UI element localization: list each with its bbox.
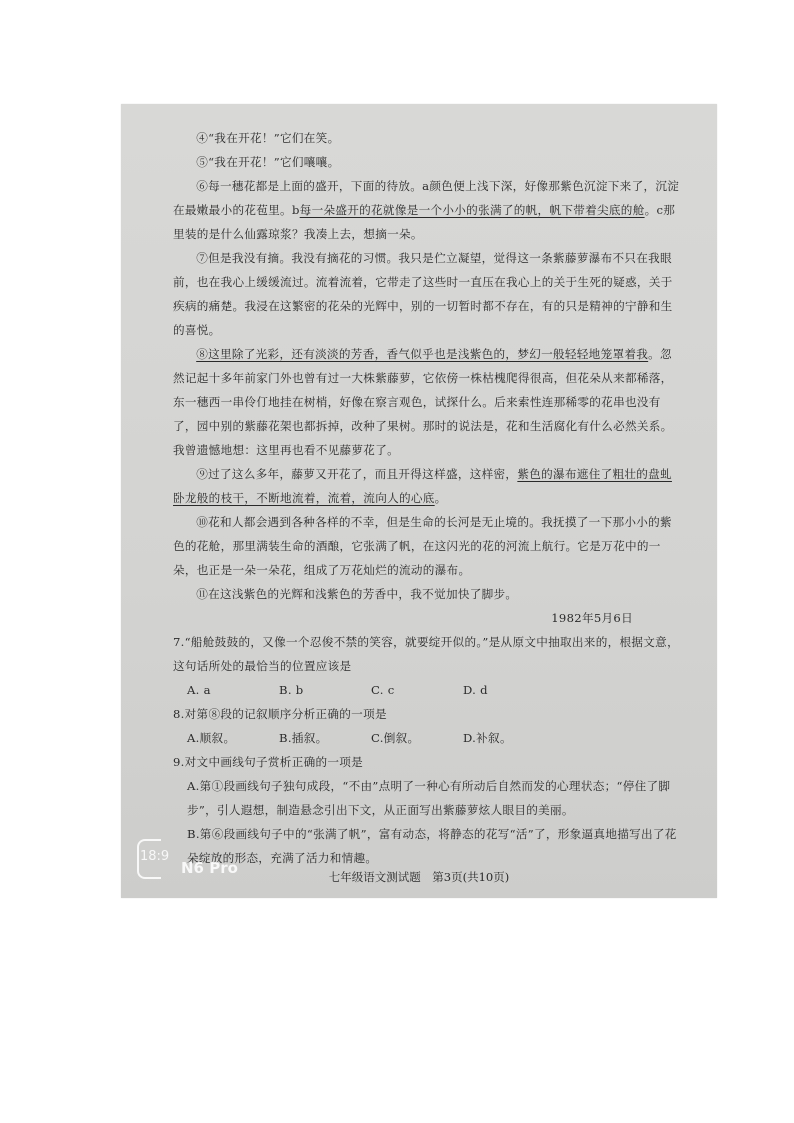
paragraph-5: ⑤“我在开花！”它们嚷嚷。: [196, 155, 340, 169]
question-8-options: [173, 726, 683, 750]
watermark-model: N6 Pro: [181, 859, 238, 877]
underlined-sentence-6: 每一朵盛开的花就像是一个小小的张满了的帆，帆下带着尖底的舱: [299, 203, 645, 217]
paragraph-6: [173, 174, 683, 246]
paragraph-8-rest: 。忽然记起十多年前家门外也曾有过一大株紫藤萝，它依傍一株枯槐爬得很高，但花朵从来都稀落，东一穗西一串伶仃地挂在树梢，好像在察言观色，试探什么。后来索性连那稀零的花串也没有了，园中别的紫藤花架也都拆掉，改种了果树。那时的说法是，花和生活腐化有什么必然关系。我曾遗憾地想：这里再也看不见藤萝花了。: [173, 347, 673, 457]
option-a: A. a: [187, 683, 211, 697]
watermark-time: 18:9: [140, 849, 170, 864]
article-date: 1982年5月6日: [551, 611, 633, 625]
option-b: B.插叙。: [279, 731, 328, 745]
paragraph-11: ⑪在这浅紫色的光辉和浅紫色的芳香中，我不觉加快了脚步。: [196, 587, 518, 601]
paragraph-9: [173, 462, 683, 510]
question-7-options: [173, 678, 683, 702]
option-d: D. d: [463, 683, 488, 697]
paragraph-7: ⑦但是我没有摘。我没有摘花的习惯。我只是伫立凝望，觉得这一条紫藤萝瀑布不只在我眼前，也在我心上缓缓流过。流着流着，它带走了这些时一直压在我心上的关于生死的疑惑，关于疾病的痛楚。我浸在这繁密的花朵的光辉中，别的一切暂时都不存在，有的只是精神的宁静和生的喜悦。: [173, 251, 673, 337]
paragraph-10: ⑩花和人都会遇到各种各样的不幸，但是生命的长河是无止境的。我抚摸了一下那小小的紫色的花舱，那里满装生命的酒酿，它张满了帆，在这闪光的花的河流上航行。它是万花中的一朵，也正是一朵一朵花，组成了万花灿烂的流动的瀑布。: [173, 515, 672, 577]
option-a: A.顺叙。: [187, 731, 236, 745]
paragraph-6-part-a: ⑥每一穗花都是上面的盛开，下面的待放。a颜色便上浅下深，好像那紫色沉淀下来了，沉淀在最嫩最小的花苞里。b: [173, 179, 680, 217]
question-9-stem: 9.对文中画线句子赏析正确的一项是: [173, 755, 364, 769]
page-footer: 七年级语文测试题 第3页(共10页): [328, 870, 510, 884]
exam-page-photo: [121, 104, 717, 898]
option-b: B. b: [279, 683, 304, 697]
paragraph-8: [173, 342, 683, 462]
paragraph-9-part-b: 。: [434, 491, 447, 505]
underlined-sentence-9: 紫色的瀑布遮住了粗壮的盘虬卧龙般的枝干，不断地流着，流着，流向人的心底: [173, 467, 672, 505]
underlined-sentence-8: ⑧这里除了光彩，还有淡淡的芳香，香气似乎也是浅紫色的，梦幻一般轻轻地笼罩着我: [196, 347, 649, 361]
question-9-option-a: A.第①段画线句子独句成段，“不由”点明了一种心有所动后自然而发的心理状态；“停住了脚步”，引人遐想，制造悬念引出下文，从正面写出紫藤萝炫人眼目的美丽。: [187, 779, 671, 817]
paragraph-6-part-b: 。c那里装的是什么仙露琼浆？我凑上去，想摘一朵。: [173, 203, 676, 241]
question-8-stem: 8.对第⑧段的记叙顺序分析正确的一项是: [173, 707, 387, 721]
question-7-stem: 7.“船舱鼓鼓的，又像一个忍俊不禁的笑容，就要绽开似的。”是从原文中抽取出来的，根据文意，这句话所处的最恰当的位置应该是: [173, 635, 679, 673]
exam-text: [173, 126, 683, 870]
question-9-option-b: B.第⑥段画线句子中的“张满了帆”，富有动态，将静态的花写“活”了，形象逼真地描写出了花朵绽放的形态，充满了活力和情趣。: [187, 827, 677, 865]
option-d: D.补叙。: [463, 731, 512, 745]
paragraph-4: ④“我在开花！”它们在笑。: [196, 131, 340, 145]
paragraph-9-part-a: ⑨过了这么多年，藤萝又开花了，而且开得这样盛，这样密，: [196, 467, 518, 481]
option-c: C.倒叙。: [371, 731, 420, 745]
option-c: C. c: [371, 683, 395, 697]
